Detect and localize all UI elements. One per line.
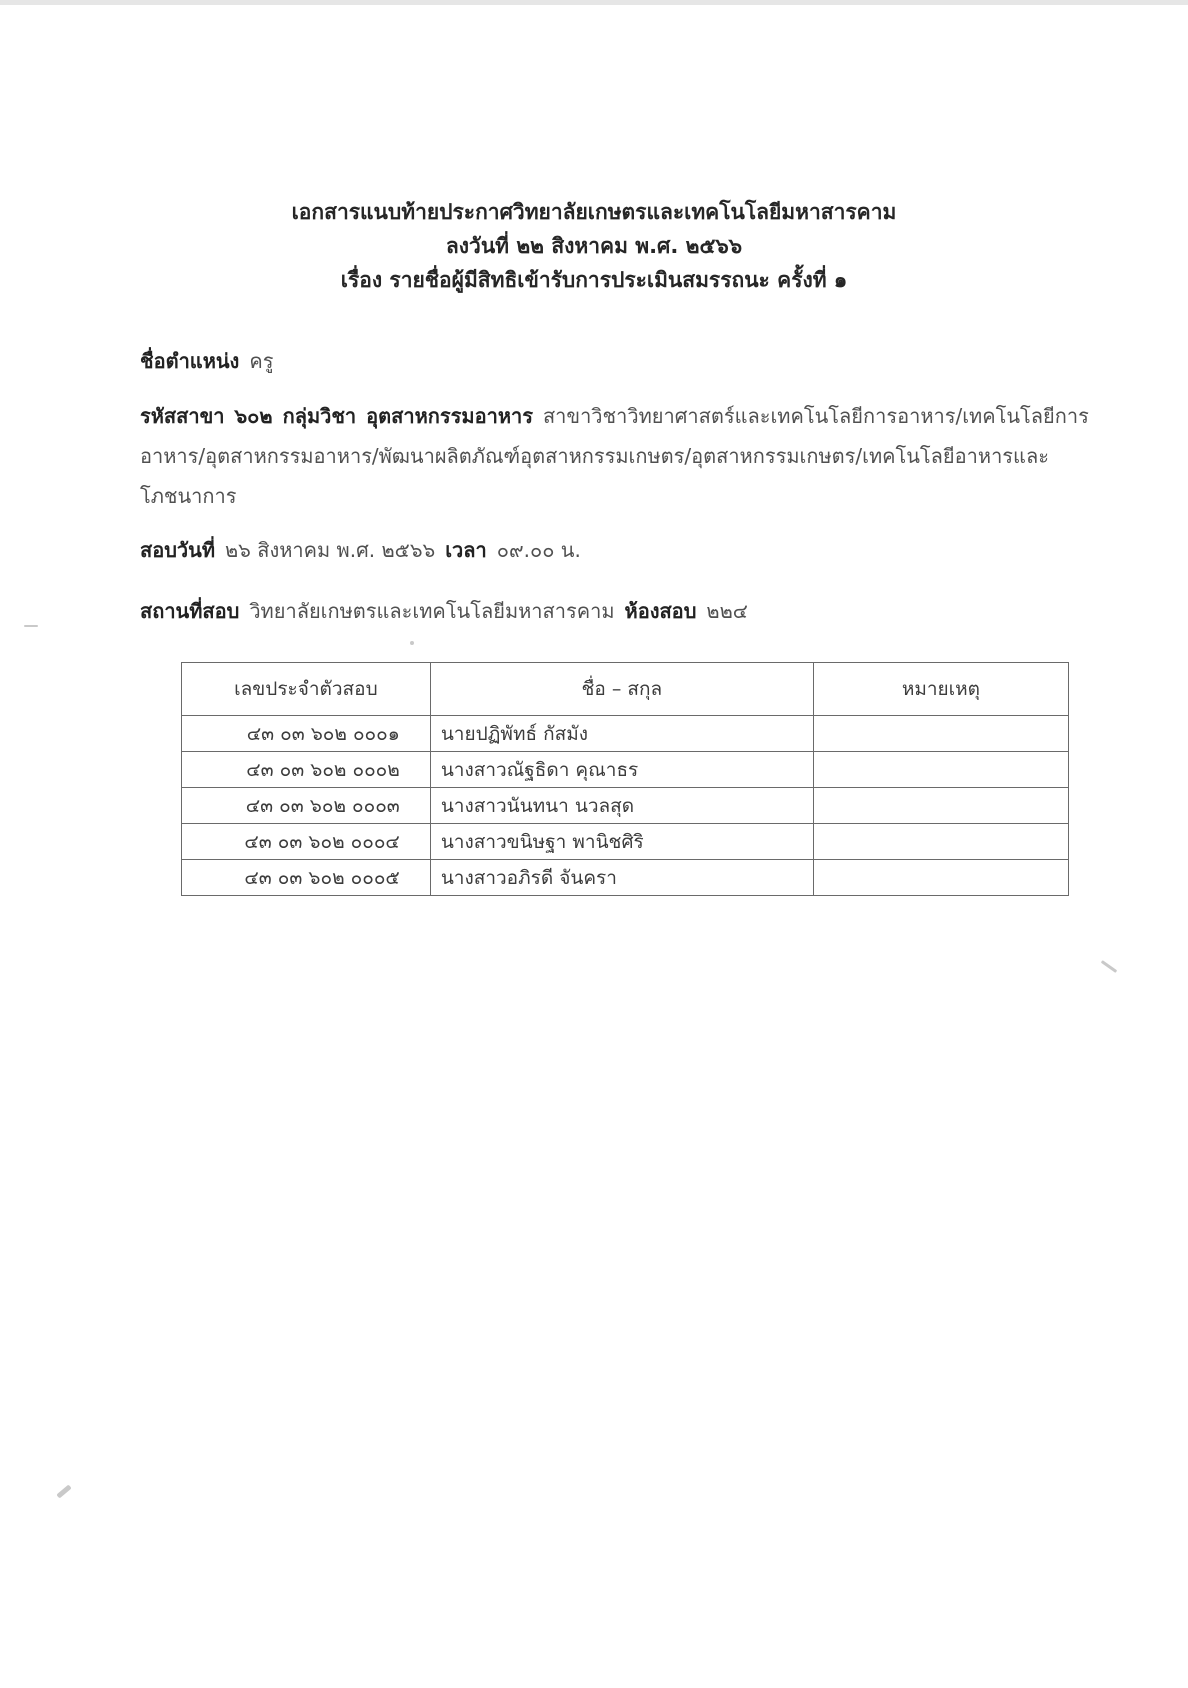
scan-speck bbox=[56, 1484, 71, 1498]
document-header bbox=[0, 195, 1188, 297]
remark-cell bbox=[813, 788, 1068, 824]
remark-cell bbox=[813, 824, 1068, 860]
table-header-row bbox=[182, 663, 1069, 716]
exam-room-label: ห้องสอบ bbox=[624, 599, 697, 623]
exam-id-cell: ๔๓ ๐๓ ๖๐๒ ๐๐๐๓ bbox=[182, 788, 431, 824]
branch-majors: สาขาวิชาวิทยาศาสตร์และเทคโนโลยีการอาหาร/เทคโนโลยีการอาหาร/อุตสาหกรรมอาหาร/พัฒนาผลิตภัณฑ์อุตสาหกรรมเกษตร/อุตสาหกรรมเกษตร/เทคโนโลยีอาหารและโภชนาการ bbox=[140, 404, 1089, 508]
table-row bbox=[182, 752, 1069, 788]
name-cell: นางสาวอภิรดี จันครา bbox=[430, 860, 813, 896]
exam-place-line bbox=[140, 593, 1105, 629]
exam-time-label: เวลา bbox=[445, 538, 487, 562]
candidate-table bbox=[181, 662, 1069, 896]
name-cell: นายปฏิพัทธ์ กัสมัง bbox=[430, 716, 813, 752]
position-value: ครู bbox=[249, 349, 274, 373]
remark-cell bbox=[813, 716, 1068, 752]
exam-place-label: สถานที่สอบ bbox=[140, 599, 240, 623]
header-subject: เรื่อง รายชื่อผู้มีสิทธิเข้ารับการประเมินสมรรถนะ ครั้งที่ ๑ bbox=[340, 268, 848, 292]
header-full-name: ชื่อ – สกุล bbox=[430, 663, 813, 716]
exam-id-cell: ๔๓ ๐๓ ๖๐๒ ๐๐๐๔ bbox=[182, 824, 431, 860]
header-exam-id: เลขประจำตัวสอบ bbox=[182, 663, 431, 716]
table-row bbox=[182, 824, 1069, 860]
exam-date-label: สอบวันที่ bbox=[140, 538, 215, 562]
position-line bbox=[140, 343, 1105, 379]
branch-code: ๖๐๒ bbox=[234, 404, 273, 428]
remark-cell bbox=[813, 752, 1068, 788]
branch-paragraph bbox=[140, 396, 1105, 516]
table-row bbox=[182, 716, 1069, 752]
name-cell: นางสาวณัฐธิดา คุณาธร bbox=[430, 752, 813, 788]
table-row bbox=[182, 788, 1069, 824]
exam-place-value: วิทยาลัยเกษตรและเทคโนโลยีมหาสารคาม bbox=[249, 599, 615, 623]
exam-id-cell: ๔๓ ๐๓ ๖๐๒ ๐๐๐๒ bbox=[182, 752, 431, 788]
position-label: ชื่อตำแหน่ง bbox=[140, 349, 240, 373]
branch-group-value: อุตสาหกรรมอาหาร bbox=[366, 404, 533, 428]
exam-date-line bbox=[140, 532, 1105, 568]
header-remark: หมายเหตุ bbox=[813, 663, 1068, 716]
header-date: ลงวันที่ ๒๒ สิงหาคม พ.ศ. ๒๕๖๖ bbox=[445, 234, 743, 258]
name-cell: นางสาวนันทนา นวลสุด bbox=[430, 788, 813, 824]
branch-group-label: กลุ่มวิชา bbox=[282, 404, 357, 428]
exam-id-cell: ๔๓ ๐๓ ๖๐๒ ๐๐๐๕ bbox=[182, 860, 431, 896]
scan-speck bbox=[1101, 960, 1117, 973]
exam-room-value: ๒๒๔ bbox=[706, 599, 748, 623]
exam-date-value: ๒๖ สิงหาคม พ.ศ. ๒๕๖๖ bbox=[225, 538, 436, 562]
scan-speck bbox=[410, 641, 414, 645]
exam-id-cell: ๔๓ ๐๓ ๖๐๒ ๐๐๐๑ bbox=[182, 716, 431, 752]
exam-time-value: ๐๙.๐๐ น. bbox=[496, 538, 581, 562]
scan-speck bbox=[24, 625, 38, 627]
remark-cell bbox=[813, 860, 1068, 896]
name-cell: นางสาวขนิษฐา พานิชศิริ bbox=[430, 824, 813, 860]
branch-label: รหัสสาขา bbox=[140, 404, 225, 428]
table-row bbox=[182, 860, 1069, 896]
header-title: เอกสารแนบท้ายประกาศวิทยาลัยเกษตรและเทคโนโลยีมหาสารคาม bbox=[291, 200, 897, 224]
